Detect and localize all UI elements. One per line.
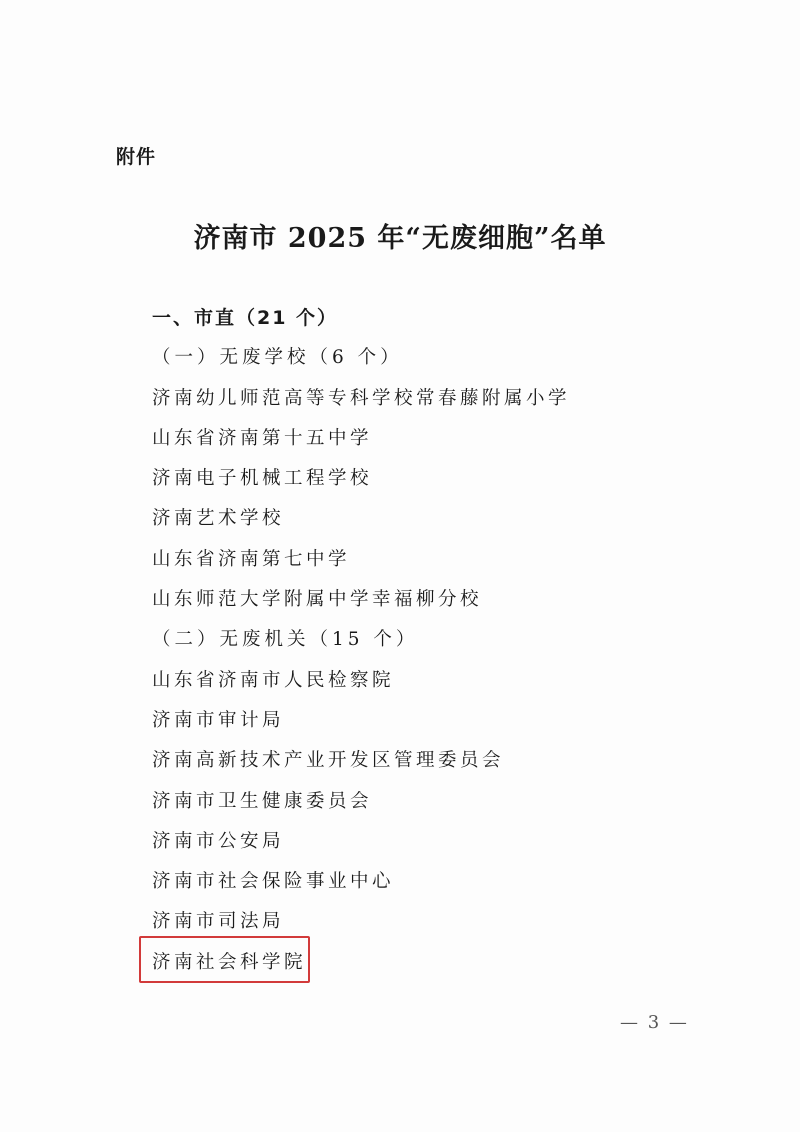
list-item: 济南幼儿师范高等专科学校常春藤附属小学 <box>152 387 571 409</box>
list-item: 济南艺术学校 <box>152 508 285 530</box>
group-heading-agencies: （二）无废机关（15 个） <box>152 629 419 651</box>
list-item: 山东省济南第十五中学 <box>152 427 373 449</box>
attachment-label: 附件 <box>116 146 157 168</box>
highlight-box <box>139 936 310 983</box>
list-item: 济南市社会保险事业中心 <box>152 871 395 893</box>
list-item-highlighted: 济南社会科学院 <box>152 951 307 973</box>
list-item: 济南高新技术产业开发区管理委员会 <box>152 750 505 772</box>
section-heading: 一、市直（21 个） <box>152 307 339 329</box>
list-item: 山东省济南市人民检察院 <box>152 669 395 691</box>
group-heading-schools: （一）无废学校（6 个） <box>152 347 403 369</box>
document-title: 济南市 2025 年“无废细胞”名单 <box>193 223 607 254</box>
document-body <box>152 298 712 983</box>
list-item: 济南市卫生健康委员会 <box>152 790 373 812</box>
list-item: 济南市司法局 <box>152 911 285 933</box>
list-item: 济南市审计局 <box>152 709 285 731</box>
page-number: — 3 — <box>620 1012 689 1033</box>
list-item: 济南电子机械工程学校 <box>152 468 373 490</box>
list-item: 山东师范大学附属中学幸福柳分校 <box>152 589 483 611</box>
list-item: 济南市公安局 <box>152 830 285 852</box>
list-item: 山东省济南第七中学 <box>152 548 351 570</box>
